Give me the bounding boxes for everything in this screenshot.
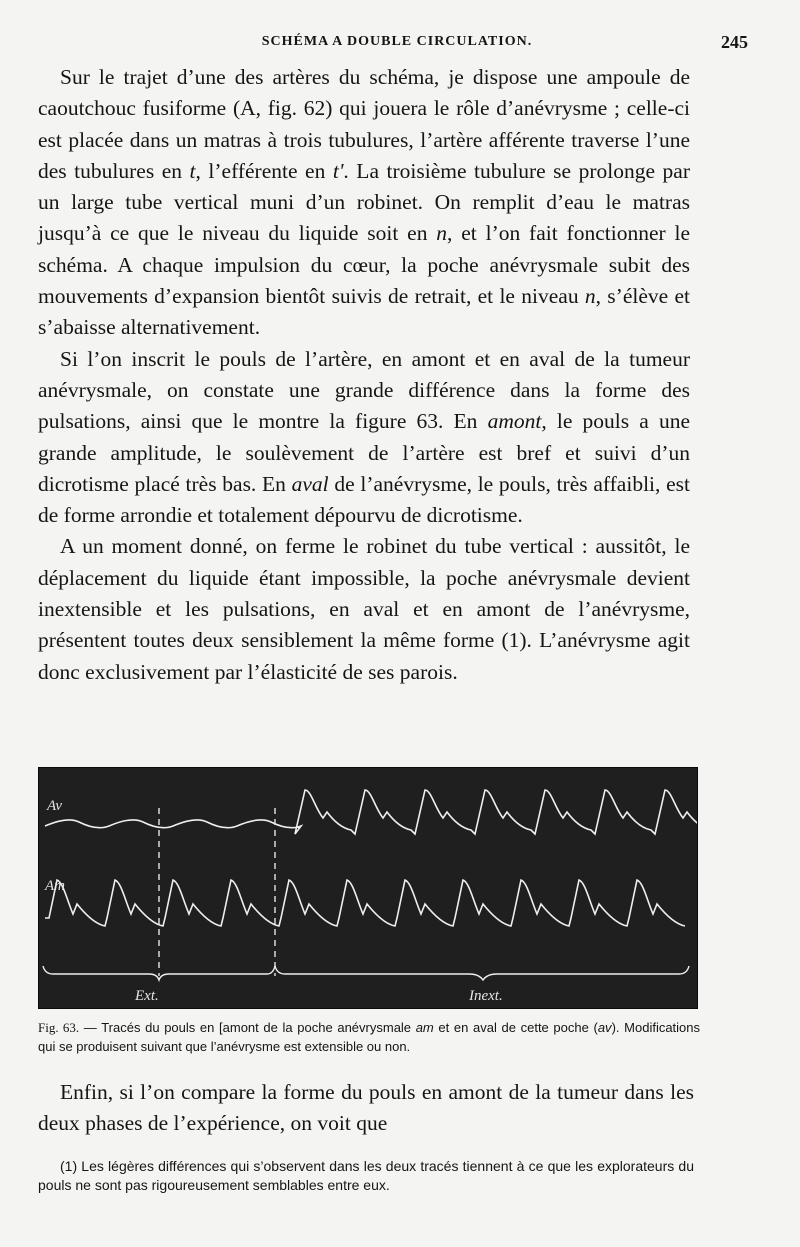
page-header bbox=[36, 30, 758, 56]
paragraph-1-segment: n bbox=[436, 221, 448, 246]
footnote bbox=[38, 1157, 694, 1195]
paragraph-1-segment: , et l’on fait fonctionner le schéma. A chaque impulsion du cœur, la poche anévrysmale subit des mouvements d’expansion bientôt suivis de retrait, et le niveau bbox=[38, 221, 690, 309]
paragraph-2-segment: , le pouls a une grande amplitude, le soulèvement de l’artère est bref et suivi d’un dicrotisme placé très bas. En bbox=[38, 409, 690, 496]
paragraph-1-segment: n bbox=[584, 284, 596, 309]
paragraph-1 bbox=[38, 62, 690, 344]
running-title: SCHÉMA A DOUBLE CIRCULATION. bbox=[261, 34, 533, 49]
pulse-tracing-image bbox=[39, 768, 697, 1008]
phase-label-inext: Inext. bbox=[469, 988, 503, 1004]
caption-text bbox=[38, 1020, 700, 1054]
caption-segment: ). Modifications qui se produisent suivant que l’anévrysme est extensible ou non. bbox=[38, 1020, 701, 1054]
paragraph-1-segment: , s’élève et s’abaisse alternativement. bbox=[38, 284, 690, 340]
paragraph-3 bbox=[38, 531, 690, 687]
trace-label-am: Am bbox=[45, 878, 65, 894]
trace-av-line bbox=[45, 790, 697, 834]
footnote-text: (1) Les légères différences qui s’observent dans les deux tracés tiennent à ce que les explorateurs du pouls ne sont pas rigoureusement semblables entre eux. bbox=[38, 1158, 694, 1193]
trace-label-av: Av bbox=[47, 798, 62, 814]
figure-63-pulse-tracings bbox=[38, 767, 698, 1009]
page-number: 245 bbox=[721, 32, 748, 52]
paragraph-2-segment: de l’anévrysme, le pouls, très affaibli, est de forme arrondie et totalement dépourvu de dicrotisme. bbox=[38, 471, 690, 528]
caption-segment: am bbox=[415, 1020, 434, 1035]
paragraph-1-segment: t bbox=[189, 158, 196, 183]
body-text bbox=[38, 62, 690, 688]
paragraph-1-segment: Sur le trajet d’une des artères du schéma, je dispose une ampoule de caoutchouc fusiforme (A, fig. 62) qui jouera le rôle d’anévrysme ; celle-ci est placée dans un matras à trois tubulures, l’artère afférente traverse l’une des tubulures en bbox=[38, 65, 690, 183]
caption-segment: av bbox=[597, 1020, 612, 1035]
figure-number: Fig. 63. bbox=[38, 1020, 80, 1035]
paragraph-2-segment: amont bbox=[487, 409, 542, 434]
paragraph-2-segment: Si l’on inscrit le pouls de l’artère, en amont et en aval de la tumeur anévrysmale, on constate une grande différence dans la forme des pulsations, ainsi que le montre la figure 63. En bbox=[38, 346, 690, 434]
caption-segment: et en aval de cette poche ( bbox=[433, 1020, 598, 1035]
paragraph-3-segment: A un moment donné, on ferme le robinet du tube vertical : aussitôt, le déplacement du liquide étant impossible, la poche anévrysmale devient inextensible et les pulsations, en aval et en amont de l’anévrysme, présentent toutes deux sensiblement la même forme (1). L’anévrysme agit donc exclusivement par l’élasticité de ses parois. bbox=[38, 534, 690, 684]
figure-caption bbox=[38, 1018, 700, 1056]
paragraph-1-segment: t' bbox=[332, 158, 344, 183]
closing-text bbox=[38, 1077, 694, 1140]
closing-paragraph: Enfin, si l’on compare la forme du pouls en amont de la tumeur dans les deux phases de l’expérience, on voit que bbox=[38, 1080, 694, 1136]
paragraph-1-segment: , l’efférente en bbox=[195, 158, 333, 183]
paragraph-2 bbox=[38, 344, 690, 532]
trace-am-line bbox=[45, 880, 685, 926]
paragraph-2-segment: aval bbox=[291, 471, 329, 496]
phase-label-ext: Ext. bbox=[135, 988, 159, 1004]
bracket-inext bbox=[275, 966, 689, 980]
caption-segment: — Tracés du pouls en [amont de la poche anévrysmale bbox=[79, 1020, 416, 1035]
paragraph-1-segment: . La troisième tubulure se prolonge par un large tube vertical muni d’un robinet. On remplit d’eau le matras jusqu’à ce que le niveau du liquide soit en bbox=[38, 158, 691, 246]
